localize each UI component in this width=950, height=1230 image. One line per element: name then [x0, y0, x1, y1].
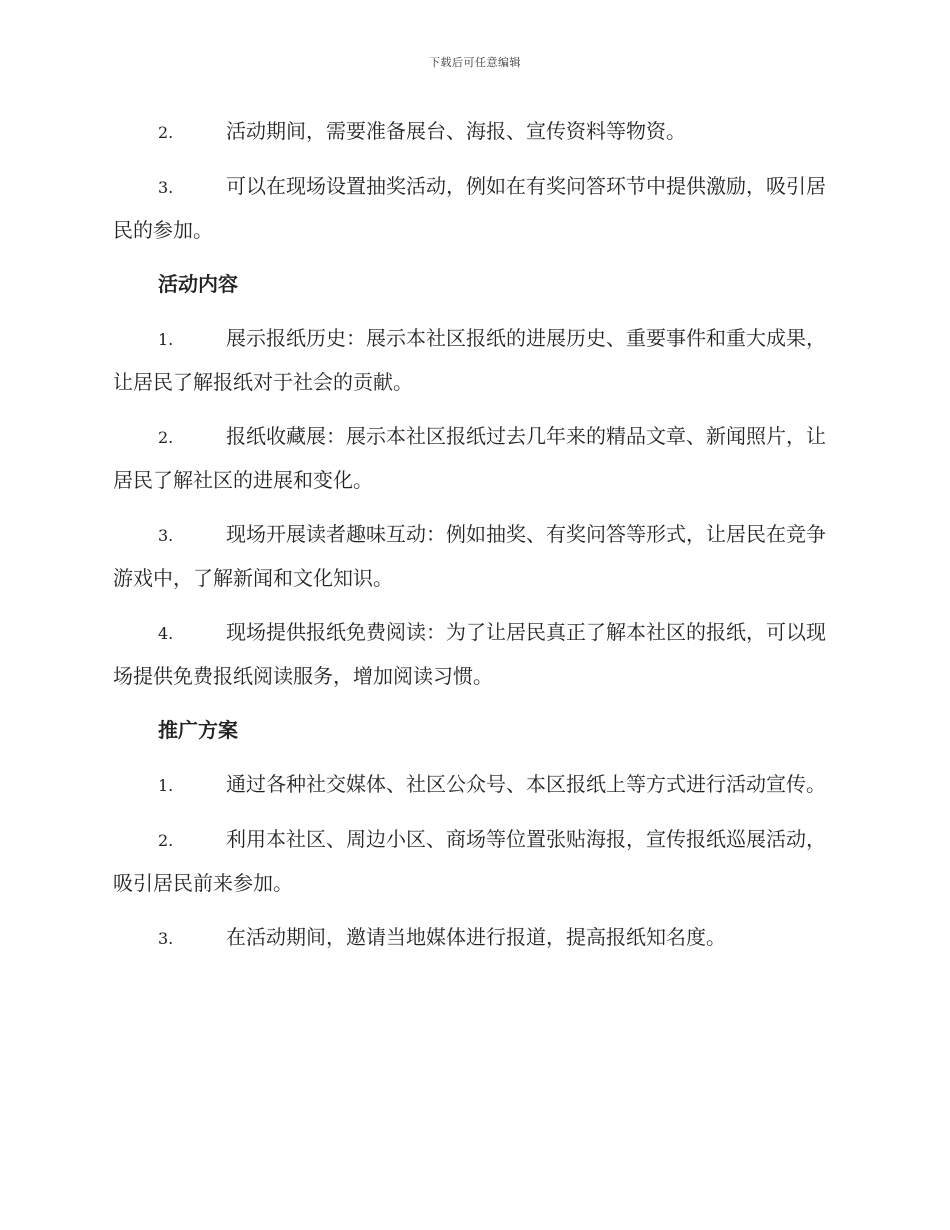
section-heading-activity-content: 活动内容 — [158, 272, 238, 296]
item-number: 1. — [158, 330, 174, 349]
list-item — [113, 611, 833, 698]
item-text: 在活动期间，邀请当地媒体进行报道，提高报纸知名度。 — [226, 925, 726, 949]
list-item — [113, 110, 833, 154]
list-item — [113, 317, 833, 404]
item-number: 3. — [158, 929, 174, 948]
list-item — [113, 513, 833, 600]
item-text: 可以在现场设置抽奖活动，例如在有奖问答环节中提供激励，吸引居民的参加。 — [113, 174, 826, 242]
item-number: 2. — [158, 428, 174, 447]
list-item — [113, 818, 833, 905]
item-text: 现场开展读者趣味互动：例如抽奖、有奖问答等形式，让居民在竞争游戏中，了解新闻和文化知识。 — [113, 522, 826, 590]
section-heading-promotion-plan: 推广方案 — [158, 718, 238, 742]
item-text: 活动期间，需要准备展台、海报、宣传资料等物资。 — [226, 119, 686, 143]
item-number: 2. — [158, 831, 174, 850]
item-number: 4. — [158, 624, 174, 643]
list-item — [113, 165, 833, 252]
list-item — [113, 415, 833, 502]
item-number: 2. — [158, 123, 174, 142]
item-number: 1. — [158, 776, 174, 795]
item-text: 现场提供报纸免费阅读：为了让居民真正了解本社区的报纸，可以现场提供免费报纸阅读服务，增加阅读习惯。 — [113, 620, 826, 688]
item-text: 展示报纸历史：展示本社区报纸的进展历史、重要事件和重大成果，让居民了解报纸对于社会的贡献。 — [113, 326, 826, 394]
document-body — [113, 110, 833, 971]
item-text: 利用本社区、周边小区、商场等位置张贴海报，宣传报纸巡展活动，吸引居民前来参加。 — [113, 827, 826, 895]
item-number: 3. — [158, 178, 174, 197]
item-text: 通过各种社交媒体、社区公众号、本区报纸上等方式进行活动宣传。 — [226, 772, 826, 796]
page-header: 下载后可任意编辑 — [429, 56, 521, 69]
list-item — [113, 916, 833, 960]
item-number: 3. — [158, 526, 174, 545]
list-item — [113, 763, 833, 807]
item-text: 报纸收藏展：展示本社区报纸过去几年来的精品文章、新闻照片，让居民了解社区的进展和变化。 — [113, 424, 826, 492]
